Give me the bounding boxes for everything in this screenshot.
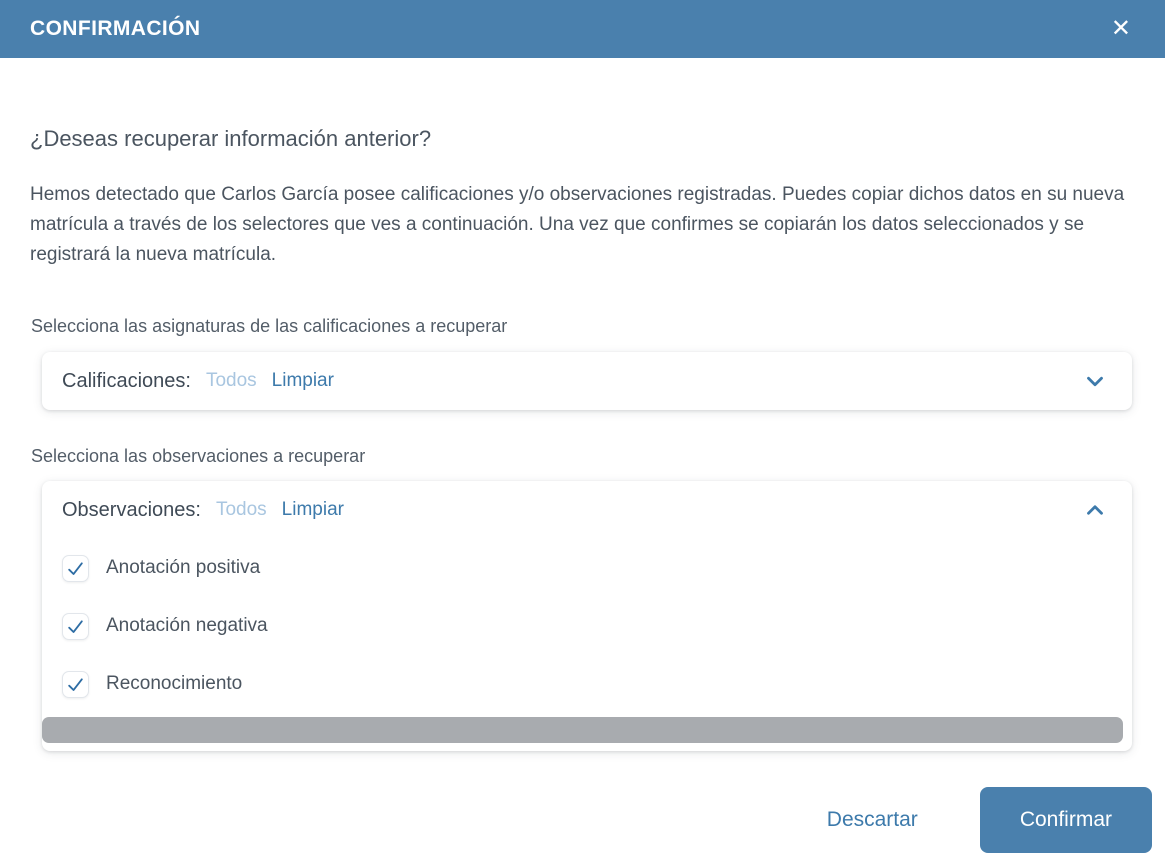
scrollbar-thumb[interactable] — [42, 717, 1123, 743]
option-label: Anotación positiva — [106, 557, 261, 578]
check-icon — [66, 617, 85, 636]
calificaciones-todos-link[interactable]: Todos — [205, 370, 257, 391]
checkbox-reconocimiento[interactable] — [62, 671, 89, 698]
dialog-question: ¿Deseas recuperar información anterior? — [30, 126, 432, 151]
checkbox-anotacion-negativa[interactable] — [62, 613, 89, 640]
observaciones-select — [42, 481, 1132, 751]
calificaciones-select-header[interactable] — [42, 352, 1132, 410]
option-row — [42, 597, 1132, 655]
observaciones-todos-link[interactable]: Todos — [215, 499, 267, 520]
observaciones-select-header[interactable] — [42, 481, 1132, 539]
close-icon[interactable]: ✕ — [1105, 15, 1137, 43]
option-label: Anotación negativa — [106, 615, 268, 636]
dialog-title: CONFIRMACIÓN — [30, 17, 201, 40]
option-row — [42, 539, 1132, 597]
calificaciones-limpiar-link[interactable]: Limpiar — [271, 370, 334, 391]
option-label: Reconocimiento — [106, 673, 243, 694]
chevron-down-icon[interactable] — [1082, 368, 1108, 394]
checkbox-anotacion-positiva[interactable] — [62, 555, 89, 582]
chevron-up-icon[interactable] — [1082, 497, 1108, 523]
calificaciones-select-label: Calificaciones: — [62, 369, 191, 392]
calificaciones-select — [42, 352, 1132, 410]
observaciones-select-label: Observaciones: — [62, 498, 201, 521]
calificaciones-section-label: Selecciona las asignaturas de las calificaciones a recuperar — [31, 316, 508, 336]
dialog-header — [0, 0, 1165, 58]
observaciones-section-label: Selecciona las observaciones a recuperar — [31, 446, 366, 466]
dialog-description — [30, 180, 1135, 270]
option-row — [42, 655, 1132, 713]
discard-button[interactable]: Descartar — [826, 808, 918, 831]
description-after: posee calificaciones y/o observaciones registradas. Puedes copiar dichos datos en su nueva matrícula a través de los selectores que ves a continuación. Una vez que confirmes se copiarán los datos seleccionados y se registrará la nueva matrícula. — [30, 184, 1125, 265]
observaciones-limpiar-link[interactable]: Limpiar — [281, 499, 344, 520]
description-before: Hemos detectado que — [30, 184, 222, 205]
dialog-footer — [0, 787, 1152, 853]
student-name: Carlos García — [221, 184, 339, 205]
confirm-button[interactable]: Confirmar — [980, 787, 1152, 853]
check-icon — [66, 675, 85, 694]
check-icon — [66, 559, 85, 578]
